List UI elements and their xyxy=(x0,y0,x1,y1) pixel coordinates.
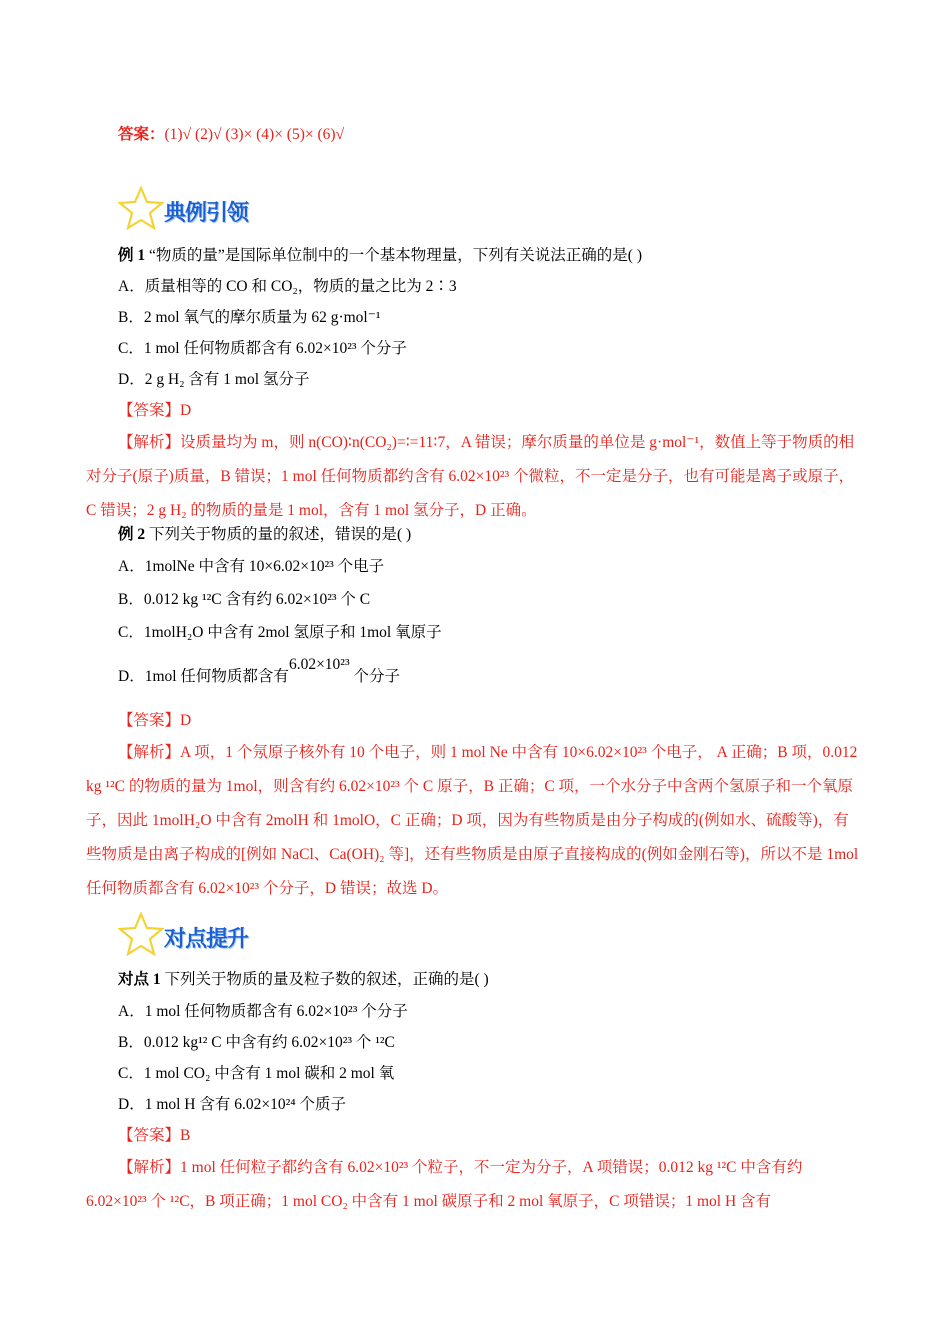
example-section-header xyxy=(118,186,278,230)
ex2-label: 例 2 xyxy=(118,526,146,543)
star-icon xyxy=(118,912,164,956)
pt1-label: 对点 1 xyxy=(118,971,161,988)
ex2-option-c: C．1molH₂O 中含有 2mol 氢原子和 1mol 氧原子 xyxy=(118,624,442,641)
ex2-stem-text: 下列关于物质的量的叙述，错误的是( ) xyxy=(149,526,412,543)
ex1-option-d: D．2 g H₂ 含有 1 mol 氢分子 xyxy=(118,371,310,388)
pt1-option-c: C．1 mol CO₂ 中含有 1 mol 碳和 2 mol 氧 xyxy=(118,1065,395,1082)
ex2-analysis-label: 【解析】 xyxy=(118,744,181,761)
ex2-answer: 【答案】D xyxy=(118,712,192,729)
ex2-stem xyxy=(118,524,862,546)
pt1-option-a: A．1 mol 任何物质都含有 6.02×10²³ 个分子 xyxy=(118,1003,408,1020)
ex1-label: 例 1 xyxy=(118,247,146,264)
ex1-option-b: B．2 mol 氧气的摩尔质量为 62 g·mol⁻¹ xyxy=(118,309,381,326)
pt1-analysis-text: 1 mol 任何粒子都约含有 6.02×10²³ 个粒子，不一定为分子，A 项错误；0.012 kg ¹²C 中含有约 6.02×10²³ 个 ¹²C，B 项正确；1 mol CO₂ 中含有 1 mol 碳原子和 2 mol 氧原子，C 项错误；1 mol H 含有 xyxy=(86,1159,803,1210)
ex2-option-d-prefix: D．1mol 任何物质都含有 xyxy=(118,668,289,685)
star-icon xyxy=(118,186,164,230)
ex1-answer: 【答案】D xyxy=(118,402,192,419)
ex1-option-c: C．1 mol 任何物质都含有 6.02×10²³ 个分子 xyxy=(118,340,407,357)
ex2-analysis xyxy=(86,736,864,906)
answer-values: (1)√ (2)√ (3)× (4)× (5)× (6)√ xyxy=(164,126,345,143)
pt1-analysis xyxy=(86,1151,864,1219)
pt1-stem xyxy=(118,969,862,991)
answer-line xyxy=(118,124,862,146)
practice-header-title: 对点提升 xyxy=(164,927,249,952)
ex2-analysis-text: A 项，1 个氖原子核外有 10 个电子，则 1 mol Ne 中含有 10×6.02×10²³ 个电子， A 正确；B 项，0.012 kg ¹²C 的物质的量为 1mol，则含有约 6.02×10²³ 个 C 原子，B 正确；C 项，一个水分子中含两个氢原子和一个氧原子，因此 1molH₂O 中含有 2molH 和 1molO，C 正确；D 项，因为有些物质是由分子构成的(例如水、硫酸等)，有些物质是由离子构成的[例如 NaCl、Ca(OH)₂ 等]，还有些物质是由原子直接构成的(例如金刚石等)，所以不是 1mol 任何物质都含有 6.02×10²³ 个分子，D 错误；故选 D。 xyxy=(86,744,859,897)
ex2-option-b: B．0.012 kg ¹²C 含有约 6.02×10²³ 个 C xyxy=(118,591,371,608)
ex2-option-d xyxy=(118,656,862,688)
ex2-option-d-value: 6.02×10²³ xyxy=(288,656,350,673)
ex1-analysis-label: 【解析】 xyxy=(118,434,181,451)
pt1-analysis-label: 【解析】 xyxy=(118,1159,181,1176)
ex1-analysis-text: 设质量均为 m，则 n(CO)∶n(CO₂)=∶=11∶7，A 错误；摩尔质量的单位是 g·mol⁻¹，数值上等于物质的相对分子(原子)质量，B 错误；1 mol 任何物质都约含有 6.02×10²³ 个微粒，不一定是分子，也有可能是离子或原子，C 错误；2 g H₂ 的物质的量是 1 mol，含有 1 mol 氢分子，D 正确。 xyxy=(86,434,855,519)
practice-section-header xyxy=(118,912,278,956)
ex1-stem xyxy=(118,245,862,267)
answer-label: 答案： xyxy=(118,126,165,143)
ex1-option-a: A．质量相等的 CO 和 CO₂，物质的量之比为 2∶3 xyxy=(118,278,457,295)
ex1-analysis xyxy=(86,426,864,528)
pt1-option-d: D．1 mol H 含有 6.02×10²⁴ 个质子 xyxy=(118,1096,347,1113)
ex2-option-d-suffix: 个分子 xyxy=(353,668,400,685)
pt1-answer: 【答案】B xyxy=(118,1127,191,1144)
ex1-stem-text: “物质的量”是国际单位制中的一个基本物理量，下列有关说法正确的是( ) xyxy=(149,247,642,264)
pt1-option-b: B．0.012 kg¹² C 中含有约 6.02×10²³ 个 ¹²C xyxy=(118,1034,395,1051)
pt1-stem-text: 下列关于物质的量及粒子数的叙述，正确的是( ) xyxy=(164,971,489,988)
ex2-option-a: A．1molNe 中含有 10×6.02×10²³ 个电子 xyxy=(118,558,385,575)
example-header-title: 典例引领 xyxy=(164,201,249,226)
